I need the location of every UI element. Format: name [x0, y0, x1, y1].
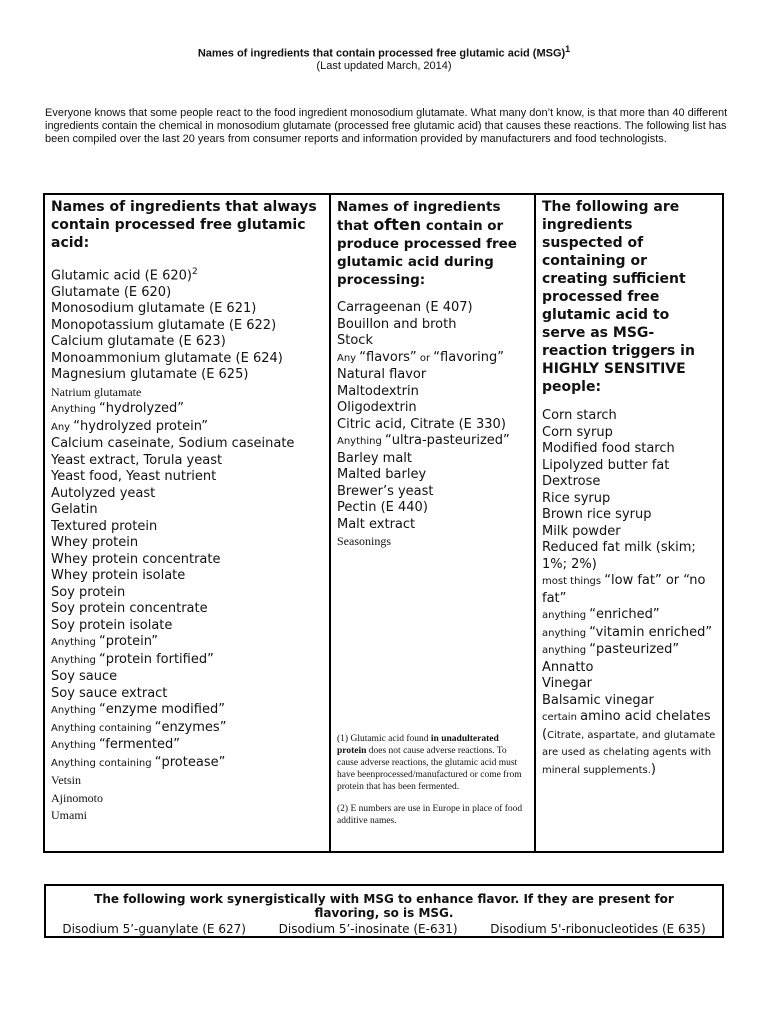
item-name: Whey protein — [51, 535, 139, 551]
footnote-mark: 2 — [191, 267, 198, 277]
often-list-item — [337, 467, 528, 484]
suspected-list-item — [542, 709, 716, 779]
item-name: Magnesium glutamate (E 625) — [51, 367, 249, 383]
column-suspected — [536, 195, 722, 851]
always-list-item — [51, 285, 323, 302]
item-name: Dextrose — [542, 474, 601, 489]
item-name: Natrium glutamate — [51, 384, 142, 399]
suspected-list-item — [542, 425, 716, 442]
always-list-item — [51, 618, 323, 635]
item-name: “hydrolyzed” — [99, 401, 185, 417]
always-list-item — [51, 702, 323, 720]
item-name: Glutamate (E 620) — [51, 284, 172, 300]
item-qualifier: Anything — [51, 404, 99, 416]
item-name: Stock — [337, 333, 373, 348]
item-name: amino acid chelates ( — [542, 709, 711, 742]
item-name: Reduced fat milk (skim; 1%; 2%) — [542, 540, 696, 572]
item-name: Barley malt — [337, 450, 413, 466]
item-name: “fermented” — [99, 737, 180, 753]
item-name: Autolyzed yeast — [51, 485, 156, 501]
item-name: Maltodextrin — [337, 383, 419, 399]
always-list-item — [51, 755, 323, 773]
always-list-item — [51, 519, 323, 536]
item-name: Rice syrup — [542, 490, 611, 506]
item-name: Brown rice syrup — [542, 507, 652, 522]
item-name: Yeast food, Yeast nutrient — [51, 469, 217, 485]
item-name: Soy protein isolate — [51, 617, 173, 633]
item-name: Monoammonium glutamate (E 624) — [51, 350, 283, 366]
always-list-item — [51, 301, 323, 318]
item-name: Gelatin — [51, 502, 98, 518]
always-list-item — [51, 486, 323, 503]
item-qualifier: Anything — [51, 705, 99, 717]
column-often-heading: Names of ingredients that often contain or produce processed free glutamic acid during processing: — [337, 199, 517, 288]
item-name: Lipolyzed butter fat — [542, 457, 670, 473]
item-name: Monosodium glutamate (E 621) — [51, 301, 257, 317]
always-list-item — [51, 502, 323, 519]
often-list-item — [337, 517, 528, 534]
often-list-item — [337, 400, 528, 417]
item-name: “protein fortified” — [99, 651, 214, 667]
item-note: Citrate, aspartate, and glutamate are used as chelating agents with mineral supplements. — [542, 729, 716, 776]
always-list-item — [51, 552, 323, 569]
item-name: Citric acid, Citrate (E 330) — [337, 416, 506, 432]
column-always-heading: Names of ingredients that always contain processed free glutamic acid: — [51, 199, 317, 251]
item-name: Calcium caseinate, Sodium caseinate — [51, 436, 295, 452]
always-list-item — [51, 568, 323, 585]
synergy-item: Disodium 5’-inosinate (E-631) — [278, 922, 458, 936]
always-list-item — [51, 401, 323, 419]
suspected-list-item — [542, 507, 716, 524]
often-list-item — [337, 484, 528, 501]
item-name: Vinegar — [542, 676, 593, 691]
item-name: Malted barley — [337, 467, 427, 482]
item-name: ) — [650, 761, 656, 777]
item-qualifier: Anything — [51, 637, 99, 649]
always-list-item — [51, 686, 323, 703]
often-list-item — [337, 500, 528, 517]
column-suspected-list — [542, 408, 716, 779]
item-name: “enzyme modified” — [99, 702, 225, 718]
always-list-item — [51, 737, 323, 755]
always-list-item — [51, 264, 323, 285]
often-list-item — [337, 350, 528, 368]
column-always-list — [51, 264, 323, 825]
suspected-list-item — [542, 491, 716, 508]
item-qualifier: Anything — [51, 740, 99, 752]
item-connector: or — [416, 352, 434, 364]
intro-paragraph: Everyone knows that some people react to the food ingredient monosodium glutamate. What many don’t know, is that more than 40 different ingredients contain the chemical in monosodium glutamate (processed free glutamic acid) that causes these reactions. The following list has been compiled over the last 20 years from consumer reports and information provided by manufacturers and food technologists. — [45, 107, 728, 145]
always-list-item — [51, 453, 323, 470]
often-list-item — [337, 367, 528, 384]
often-list-item — [337, 333, 528, 350]
item-name: “flavoring” — [433, 349, 504, 365]
item-name: Seasonings — [337, 534, 391, 548]
column-often — [331, 195, 536, 851]
item-name: Pectin (E 440) — [337, 500, 428, 515]
suspected-list-item — [542, 573, 716, 607]
always-list-item — [51, 419, 323, 437]
item-name: Balsamic vinegar — [542, 692, 654, 708]
item-name: “flavors” — [359, 349, 417, 365]
item-name: “ultra-pasteurized” — [385, 433, 510, 448]
item-name: Calcium glutamate (E 623) — [51, 334, 226, 350]
item-name: Soy protein concentrate — [51, 601, 208, 617]
synergy-item: Disodium 5'-ribonucleotides (E 635) — [490, 922, 706, 936]
item-name: Carrageenan (E 407) — [337, 300, 473, 315]
always-list-item — [51, 601, 323, 618]
suspected-list-item — [542, 458, 716, 475]
synergy-box — [44, 884, 724, 938]
document-subtitle: (Last updated March, 2014) — [316, 60, 452, 72]
item-name: Yeast extract, Torula yeast — [51, 452, 223, 468]
item-name: Vetsin — [51, 773, 81, 788]
always-list-item — [51, 334, 323, 351]
item-name: Whey protein concentrate — [51, 551, 221, 567]
document-title: Names of ingredients that contain processed free glutamic acid (MSG)$^1$ — [197, 44, 571, 60]
item-name: Glutamic acid (E 620) — [51, 268, 192, 284]
item-name: Corn starch — [542, 408, 617, 423]
suspected-list-item — [542, 474, 716, 491]
column-always — [45, 195, 331, 851]
always-list-item — [51, 790, 323, 808]
item-name: Whey protein isolate — [51, 568, 186, 584]
always-list-item — [51, 634, 323, 652]
item-name: Soy sauce extract — [51, 685, 168, 701]
footnotes — [337, 733, 528, 837]
often-list-item — [337, 300, 528, 317]
item-name: “protein” — [99, 634, 158, 650]
always-list-item — [51, 669, 323, 686]
item-name: Monopotassium glutamate (E 622) — [51, 317, 277, 333]
item-qualifier: Anything containing — [51, 757, 155, 769]
always-list-item — [51, 367, 323, 384]
often-list-item — [337, 433, 528, 451]
item-name: “pasteurized” — [589, 642, 680, 657]
item-qualifier: anything — [542, 645, 590, 656]
suspected-list-item — [542, 540, 716, 573]
always-list-item — [51, 436, 323, 453]
item-name: “protease” — [154, 754, 226, 770]
item-qualifier: anything — [542, 610, 590, 621]
item-qualifier: Anything — [51, 654, 99, 666]
suspected-list-item — [542, 660, 716, 677]
suspected-list-item — [542, 693, 716, 710]
item-qualifier: most things — [542, 576, 605, 587]
ingredients-table — [43, 193, 724, 853]
always-list-item — [51, 720, 323, 738]
item-qualifier: certain — [542, 712, 581, 723]
item-name: Soy sauce — [51, 669, 118, 685]
item-qualifier: Any — [51, 421, 74, 433]
item-name: Malt extract — [337, 516, 416, 532]
item-qualifier: Anything — [337, 436, 385, 447]
column-often-list — [337, 300, 528, 551]
synergy-item: Disodium 5’-guanylate (E 627) — [62, 922, 246, 936]
item-name: Milk powder — [542, 523, 621, 539]
suspected-list-item — [542, 408, 716, 425]
item-qualifier: Any — [337, 352, 360, 364]
synergy-items — [46, 922, 722, 936]
item-name: Annatto — [542, 659, 594, 675]
item-name: Brewer’s yeast — [337, 483, 434, 499]
item-name: “low fat” or “no fat” — [542, 573, 706, 606]
item-name: “enriched” — [589, 607, 660, 622]
always-list-item — [51, 469, 323, 486]
item-name: Modified food starch — [542, 441, 675, 456]
suspected-list-item — [542, 607, 716, 625]
item-name: Umami — [51, 808, 87, 823]
item-name: Corn syrup — [542, 424, 613, 440]
synergy-heading: The following work synergistically with MSG to enhance flavor. If they are present for flavoring, so is MSG. — [94, 892, 674, 920]
often-list-item — [337, 451, 528, 468]
suspected-list-item — [542, 625, 716, 643]
title-footnote-mark: 1 — [565, 44, 571, 54]
often-list-item — [337, 384, 528, 401]
always-list-item — [51, 585, 323, 602]
suspected-list-item — [542, 524, 716, 541]
suspected-list-item — [542, 441, 716, 458]
always-list-item — [51, 351, 323, 368]
item-name: Textured protein — [51, 518, 158, 534]
often-list-item — [337, 317, 528, 334]
always-list-item — [51, 807, 323, 825]
always-list-item — [51, 652, 323, 670]
suspected-list-item — [542, 676, 716, 693]
often-list-item — [337, 533, 528, 551]
item-name: Oligodextrin — [337, 400, 417, 415]
item-name: Soy protein — [51, 584, 126, 600]
item-name: “hydrolyzed protein” — [73, 418, 208, 434]
always-list-item — [51, 318, 323, 335]
item-name: “vitamin enriched” — [589, 624, 713, 640]
item-name: Ajinomoto — [51, 790, 104, 805]
always-list-item — [51, 772, 323, 790]
item-qualifier: anything — [542, 627, 590, 639]
footnote-2: (2) E numbers are use in Europe in place of food additive names. — [337, 804, 523, 826]
suspected-list-item — [542, 642, 716, 660]
item-name: Natural flavor — [337, 367, 427, 382]
item-qualifier: Anything containing — [51, 722, 155, 734]
footnote-1: (1) Glutamic acid found in unadulterated protein does not cause adverse reactions. To cause adverse reactions, the glutamic acid must have beenprocessed/manufactured or come from protein that has been fermented. — [337, 734, 522, 792]
item-name: “enzymes” — [154, 719, 227, 735]
item-name: Bouillon and broth — [337, 316, 457, 332]
often-list-item — [337, 417, 528, 434]
always-list-item — [51, 535, 323, 552]
column-suspected-heading: The following are ingredients suspected of containing or creating sufficient processed free glutamic acid to serve as MSG-reaction triggers in HIGHLY SENSITIVE people: — [542, 199, 695, 395]
always-list-item — [51, 384, 323, 402]
